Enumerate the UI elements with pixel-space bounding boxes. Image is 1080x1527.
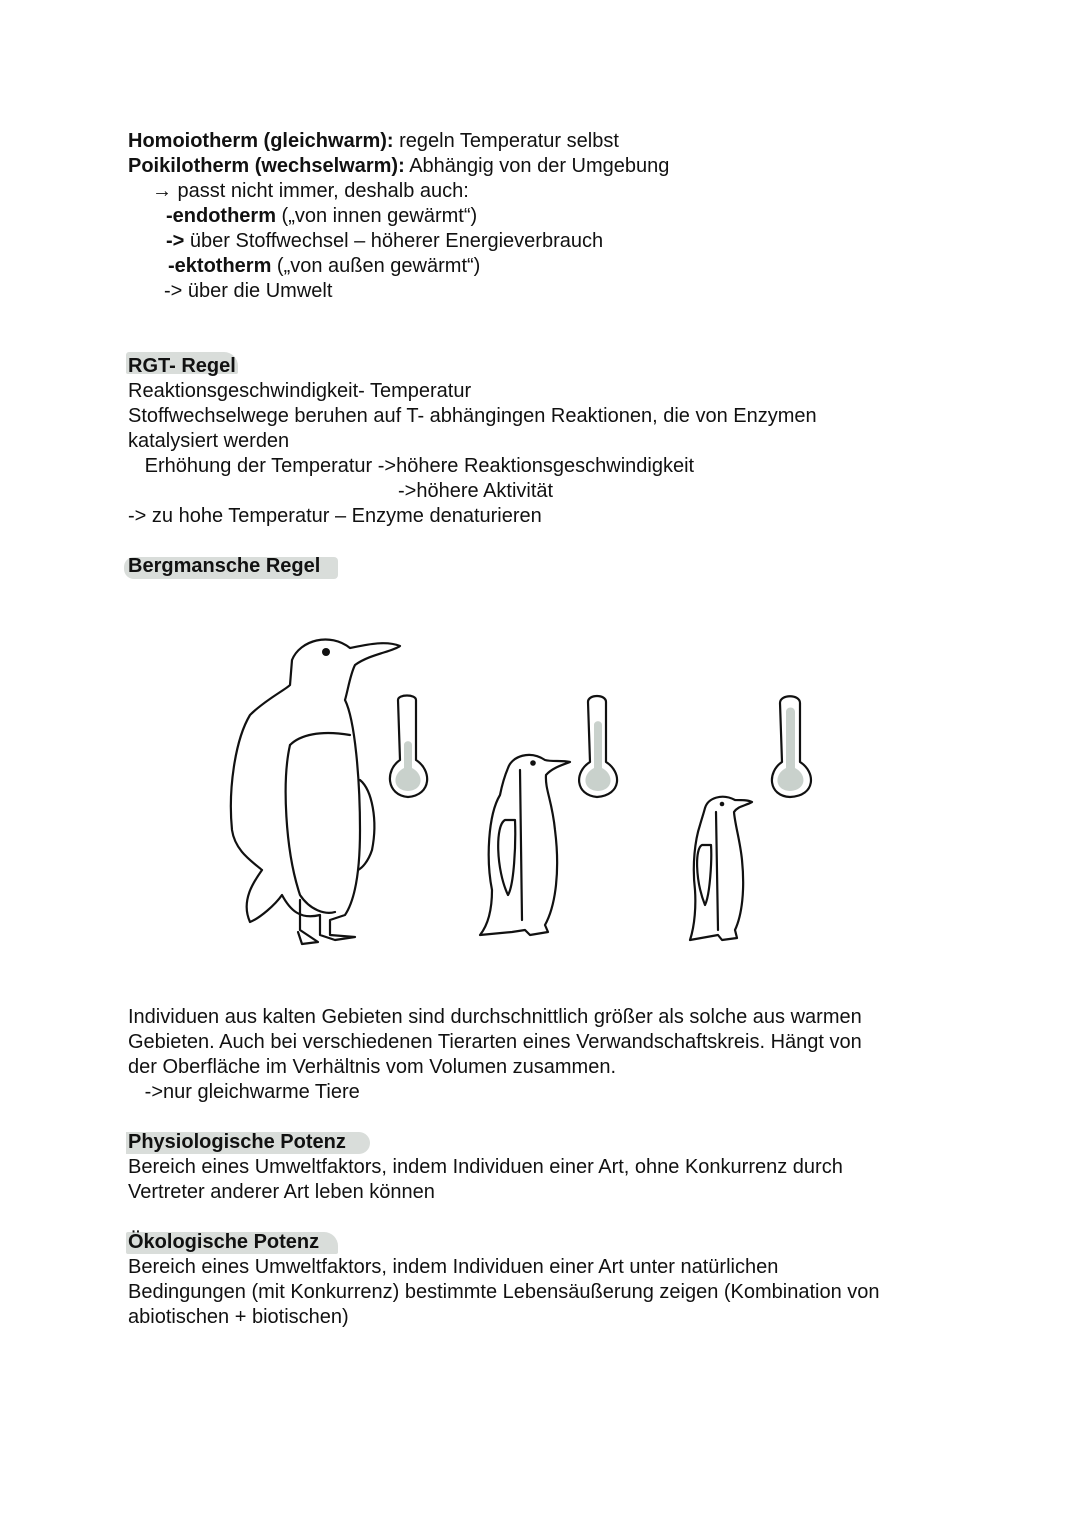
text-line: Individuen aus kalten Gebieten sind durchschnittlich größer als solche aus warmen xyxy=(128,1006,862,1028)
text-line: Bereich eines Umweltfaktors, indem Individuen einer Art, ohne Konkurrenz durch xyxy=(128,1156,843,1178)
text-line-passt-nicht: → passt nicht immer, deshalb auch: xyxy=(152,180,469,202)
heading-bergmann-regel: Bergmansche Regel xyxy=(128,555,321,577)
text-line: Bereich eines Umweltfaktors, indem Individuen einer Art unter natürlichen xyxy=(128,1256,779,1278)
text-line: Gebieten. Auch bei verschiedenen Tierarten eines Verwandschaftskreis. Hängt von xyxy=(128,1031,862,1053)
large-penguin-icon xyxy=(231,639,400,944)
text-line-homoiotherm: Homoiotherm (gleichwarm): regeln Temperatur selbst xyxy=(128,130,619,152)
thermometer-low-icon xyxy=(390,696,427,798)
heading-rgt-regel: RGT- Regel xyxy=(128,355,236,377)
text-line-endotherm: -endotherm („von innen gewärmt“) xyxy=(166,205,478,227)
bergmann-diagram xyxy=(0,600,1080,980)
heading-physiologische-potenz: Physiologische Potenz xyxy=(128,1131,346,1153)
small-penguin-icon xyxy=(690,797,752,940)
text-line: katalysiert werden xyxy=(128,430,290,452)
text-line-umwelt: -> über die Umwelt xyxy=(164,280,333,302)
text-line: der Oberfläche im Verhältnis vom Volumen zusammen. xyxy=(128,1056,616,1078)
thermometer-high-icon xyxy=(772,696,811,797)
text-line: -> zu hohe Temperatur – Enzyme denaturieren xyxy=(128,505,542,527)
text-line: Stoffwechselwege beruhen auf T- abhängingen Reaktionen, die von Enzymen xyxy=(128,405,817,427)
text-line: ->nur gleichwarme Tiere xyxy=(128,1081,360,1103)
text-line: abiotischen + biotischen) xyxy=(128,1306,349,1328)
text-line: Erhöhung der Temperatur ->höhere Reaktionsgeschwindigkeit xyxy=(128,455,695,477)
medium-penguin-icon xyxy=(480,755,570,935)
heading-oekologische-potenz: Ökologische Potenz xyxy=(128,1231,320,1253)
text-line-poikilotherm: Poikilotherm (wechselwarm): Abhängig von der Umgebung xyxy=(128,155,670,177)
text-line-stoffwechsel: -> über Stoffwechsel – höherer Energieverbrauch xyxy=(166,230,604,252)
text-line: Reaktionsgeschwindigkeit- Temperatur xyxy=(128,380,472,402)
text-line: ->höhere Aktivität xyxy=(398,480,554,502)
thermometer-medium-icon xyxy=(579,696,617,797)
text-line: Bedingungen (mit Konkurrenz) bestimmte Lebensäußerung zeigen (Kombination von xyxy=(128,1281,880,1303)
text-line-ektotherm: -ektotherm („von außen gewärmt“) xyxy=(168,255,481,277)
text-line: Vertreter anderer Art leben können xyxy=(128,1181,435,1203)
